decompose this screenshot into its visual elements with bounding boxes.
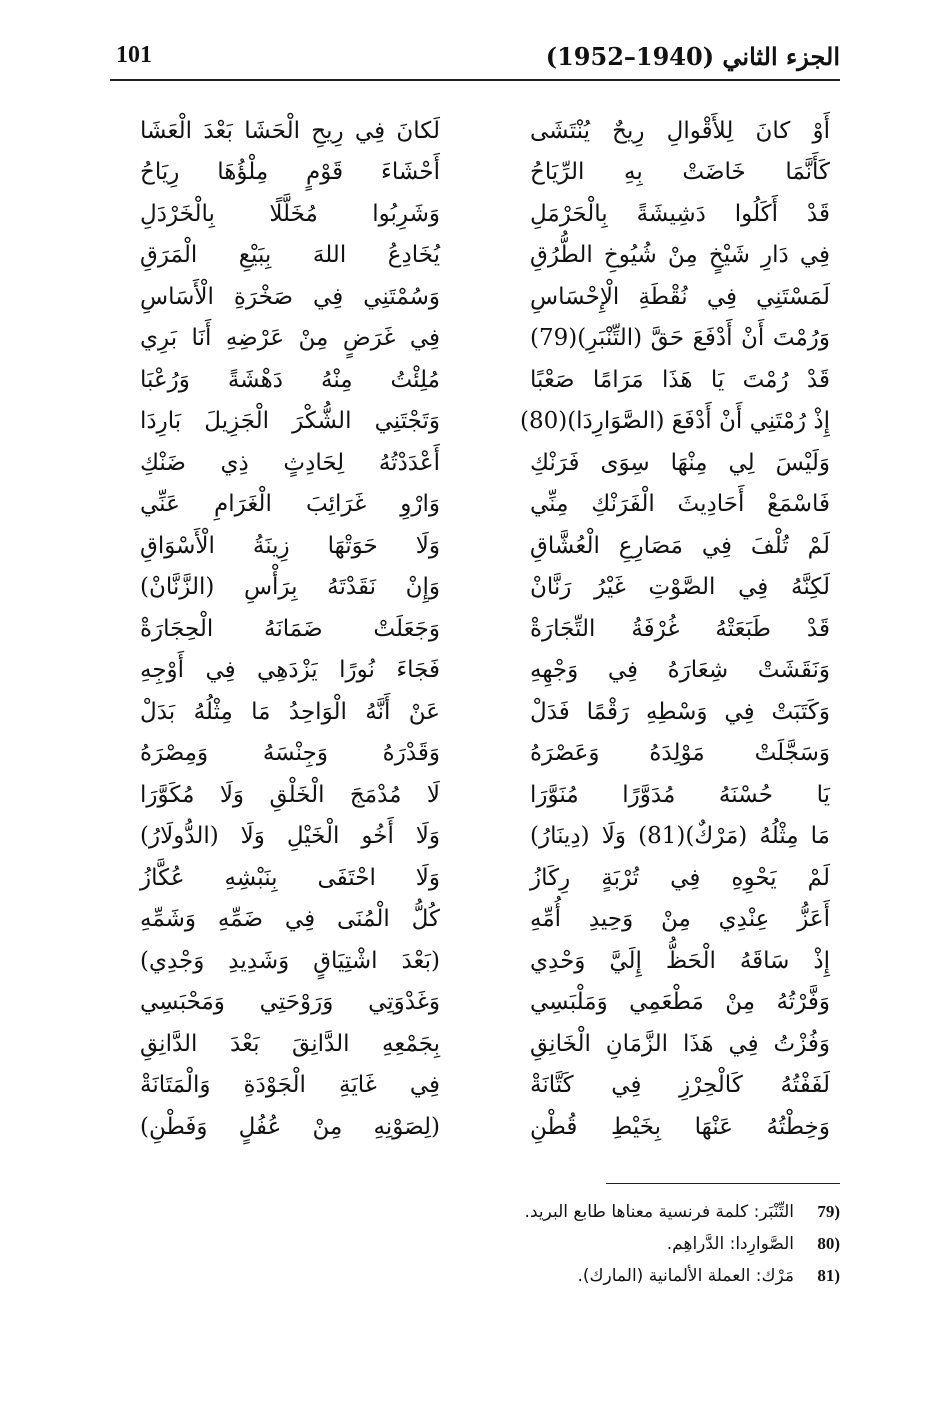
first-hemistich: أَعَزُّ عِنْدِي مِنْ وَحِيدِ أُمِّهِ: [530, 906, 830, 933]
footnote-rule: [606, 1183, 840, 1184]
first-hemistich: إِذْ سَاقَهُ الْحَظُّ إِلَيَّ وَحْدِي: [530, 947, 830, 974]
first-hemistich: وَخِطْتُهُ عَنْهَا بِخَيْطِ قُطْنِ: [530, 1113, 830, 1140]
first-hemistich: وَلَيْسَ لِي مِنْهَا سِوَى فَرَنْكِ: [530, 449, 830, 476]
first-hemistich: يَا حُسْنَهُ مُدَوَّرًا مُنَوَّرَا: [530, 781, 830, 808]
first-hemistich: وَفَّرْتُهُ مِنْ مَطْعَمِي وَمَلْبَسِي: [530, 989, 830, 1016]
first-hemistich: قَدْ أَكَلُوا دَشِيشَةً بِالْحَرْمَلِ: [530, 200, 830, 227]
first-hemistich: وَسَجَّلَتْ مَوْلِدَهُ وَعَصْرَهُ: [530, 740, 830, 767]
second-hemistich: أَعْدَدْتُهُ لِحَادِثٍ ذِي ضَنْكِ: [140, 449, 440, 476]
verse-line: [140, 318, 830, 360]
first-hemistich: لَكِنَّهُ فِي الصَّوْتِ غَيْرُ رَنَّانْ: [530, 574, 830, 601]
verse-line: [140, 691, 830, 733]
verse-line: [140, 401, 830, 443]
second-hemistich: أَحْشَاءَ قَوْمٍ مِلْؤُهَا رِيَاحُ: [140, 159, 440, 186]
verse-line: [140, 442, 830, 484]
second-hemistich: وَغَدْوَتِي وَرَوْحَتِي وَمَحْبَسِي: [140, 989, 440, 1016]
second-hemistich: بِجَمْعِهِ الدَّانِقَ بَعْدَ الدَّانِقِ: [140, 1030, 440, 1057]
second-hemistich: وَلَا أَخُو الْخَيْلِ وَلَا (الدُّولَارُ): [140, 823, 440, 850]
first-hemistich: إِذْ رُمْتَنِي أَنْ أَدْفَعَ (الصَّوَارِدَا)(80): [519, 408, 830, 435]
second-hemistich: لَا مُدْمَجَ الْخَلْقِ وَلَا مُكَوَّرَا: [140, 781, 440, 808]
second-hemistich: فِي غَرَضٍ مِنْ عَرْضِهِ أَنَا بَرِي: [140, 325, 440, 352]
footnote-number: 79): [817, 1202, 840, 1221]
footnote-text: مَرْك: العملة الألمانية (المارك).: [577, 1266, 794, 1286]
verse-line: [140, 899, 830, 941]
header-rule: [110, 79, 840, 81]
second-hemistich: وَسُمْتَنِي فِي صَخْرَةِ الْأَسَاسِ: [140, 283, 440, 310]
verse-line: [140, 567, 830, 609]
second-hemistich: وَشَرِبُوا مُخَلَّلًا بِالْخَرْدَلِ: [140, 200, 440, 227]
verse-line: [140, 1023, 830, 1065]
verse-line: [140, 1065, 830, 1107]
footnote-number: 80): [817, 1234, 840, 1253]
second-hemistich: لَكانَ فِي رِيحِ الْحَشَا بَعْدَ الْعَشَا: [140, 117, 440, 144]
verse-line: [140, 359, 830, 401]
footnotes: [140, 1196, 840, 1292]
verse-line: [140, 774, 830, 816]
running-head: الجزء الثاني (1940–1952): [545, 42, 840, 71]
footnote-text: الصَّوارِدا: الدَّراهِم.: [666, 1234, 794, 1254]
footnote: [140, 1228, 840, 1260]
verse-line: [140, 525, 830, 567]
footnote: [140, 1260, 840, 1292]
second-hemistich: وَجَعَلَتْ ضَمَانَهُ الْحِجَارَةْ: [140, 615, 440, 642]
verse-line: [140, 816, 830, 858]
first-hemistich: مَا مِثْلُهُ (مَرْكٌ)(81) وَلَا (دِينَارُ): [530, 823, 831, 850]
first-hemistich: لَمْ تُلْفَ فِي مَصَارِعِ الْعُشَّاقِ: [530, 532, 830, 559]
first-hemistich: لَمَسْتَنِي فِي نُقْطَةِ الْإِحْسَاسِ: [530, 283, 830, 310]
second-hemistich: وَارْوِ غَرَائِبَ الْغَرَامِ عَنِّي: [140, 491, 440, 518]
verse-line: [140, 982, 830, 1024]
second-hemistich: فِي غَايَةِ الْجَوْدَةِ وَالْمَتَانَةْ: [140, 1072, 440, 1099]
second-hemistich: (لِصَوْنِهِ مِنْ عُفُلٍ وَفَطْنِ): [140, 1113, 440, 1140]
footnote-number: 81): [817, 1266, 840, 1285]
second-hemistich: يُخَادِعُ اللهَ بِبَيْعِ الْمَرَقِ: [140, 242, 440, 269]
second-hemistich: فَجَاءَ نُورًا يَزْدَهِي فِي أَوْجِهِ: [140, 657, 440, 684]
poem: [140, 110, 830, 1148]
verse-line: [140, 235, 830, 277]
second-hemistich: وَقَدْرَهُ وَجِنْسَهُ وَمِصْرَهُ: [140, 740, 440, 767]
verse-line: [140, 193, 830, 235]
verse-line: [140, 608, 830, 650]
first-hemistich: وَفُزْتُ فِي هَذَا الزَّمَانِ الْخَانِقِ: [530, 1030, 830, 1057]
first-hemistich: وَنَقَشَتْ شِعَارَهُ فِي وَجْهِهِ: [530, 657, 830, 684]
verse-line: [140, 857, 830, 899]
verse-line: [140, 940, 830, 982]
footnote-text: التِّنْبَر: كلمة فرنسية معناها طابع البريد.: [524, 1202, 794, 1222]
second-hemistich: عَنْ أَنَّهُ الْوَاحِدُ مَا مِثْلُهُ بَدَلْ: [140, 698, 440, 725]
second-hemistich: كُلُّ الْمُنَى فِي ضَمِّهِ وَشَمِّهِ: [140, 906, 440, 933]
first-hemistich: كَأَنَّمَا خَاضَتْ بِهِ الرِّيَاحُ: [530, 159, 830, 186]
first-hemistich: فَاسْمَعْ أَحَادِيثَ الْفَرَنْكِ مِنِّي: [530, 491, 830, 518]
second-hemistich: وَلَا حَوَتْهَا زِينَةُ الْأَسْوَاقِ: [140, 532, 440, 559]
first-hemistich: لَفَفْتُهُ كَالْحِرْزِ فِي كَتَّانَةْ: [530, 1072, 830, 1099]
second-hemistich: وَتَجْتَنِي الشُّكْرَ الْجَزِيلَ بَارِدَا: [140, 408, 440, 435]
verse-line: [140, 650, 830, 692]
verse-line: [140, 276, 830, 318]
first-hemistich: قَدْ طَبَعَتْهُ غُرْفَةُ التِّجَارَةْ: [530, 615, 830, 642]
page-header: [110, 42, 840, 82]
verse-line: [140, 733, 830, 775]
footnote: [140, 1196, 840, 1228]
second-hemistich: مُلِئْتُ مِنْهُ دَهْشَةً وَرُعْبَا: [140, 366, 440, 393]
verse-line: [140, 1106, 830, 1148]
verse-line: [140, 152, 830, 194]
first-hemistich: وَكَتَبَتْ فِي وَسْطِهِ رَقْمًا فَدَلْ: [530, 698, 830, 725]
first-hemistich: وَرُمْتَ أَنْ أَدْفَعَ حَقَّ (التِّنْبَرِ)(79): [530, 325, 830, 352]
verse-line: [140, 110, 830, 152]
first-hemistich: لَمْ يَحْوِهِ فِي تُرْبَةٍ رِكَازُ: [530, 864, 830, 891]
second-hemistich: وَلَا احْتَفَى بِنَبْشِهِ عُكَّازُ: [140, 864, 440, 891]
second-hemistich: وَإِنْ نَقَدْتَهُ بِرَأْسِ (الزَّنَّانْ): [140, 574, 440, 601]
second-hemistich: (بَعْدَ اشْتِيَاقٍ وَشَدِيدِ وَجْدِي): [140, 947, 440, 974]
page-number: 101: [116, 42, 152, 68]
first-hemistich: قَدْ رُمْتَ يَا هَذَا مَرَامًا صَعْبًا: [530, 366, 830, 393]
verse-line: [140, 484, 830, 526]
first-hemistich: أَوْ كانَ لِلأَقْوالِ رِيحٌ يُنْتَشَى: [530, 117, 830, 144]
first-hemistich: فِي دَارِ شَيْخٍ مِنْ شُيُوخِ الطُّرُقِ: [530, 242, 830, 269]
